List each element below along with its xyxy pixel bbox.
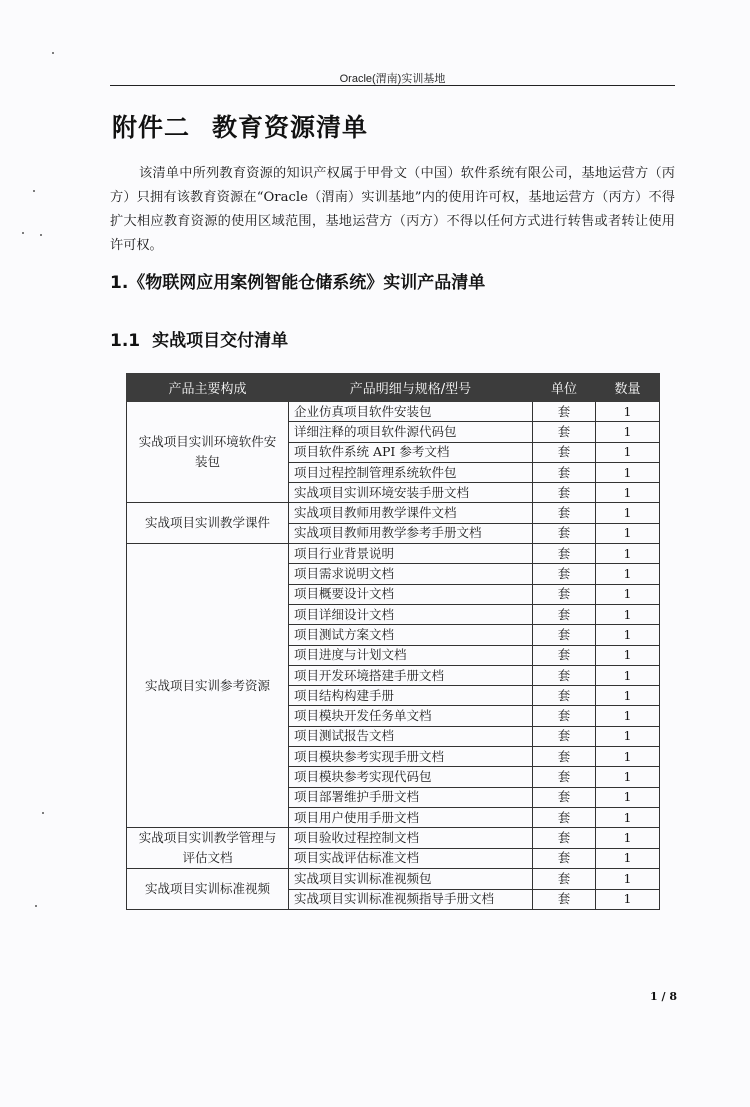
section-1-heading: 1.《物联网应用案例智能仓储系统》实训产品清单	[110, 273, 486, 293]
group-name-cell: 实战项目实训环境软件安装包	[127, 402, 289, 503]
unit-cell: 套	[533, 726, 596, 746]
section-1-1-number: 1.1	[110, 331, 141, 351]
detail-cell: 项目测试报告文档	[289, 726, 533, 746]
scan-speck	[42, 812, 44, 814]
quantity-cell: 1	[596, 848, 660, 869]
unit-cell: 套	[533, 402, 596, 422]
quantity-cell: 1	[596, 544, 660, 564]
running-header: Oracle(渭南)实训基地	[339, 73, 446, 85]
quantity-cell: 1	[596, 503, 660, 523]
detail-cell: 详细注释的项目软件源代码包	[289, 422, 533, 442]
quantity-cell: 1	[596, 584, 660, 604]
title-part1: 附件二	[112, 113, 191, 142]
group-name-cell: 实战项目实训参考资源	[127, 544, 289, 828]
table-header-row	[127, 374, 660, 402]
detail-cell: 项目软件系统 API 参考文档	[289, 442, 533, 462]
unit-cell: 套	[533, 564, 596, 584]
unit-cell: 套	[533, 523, 596, 543]
unit-cell: 套	[533, 787, 596, 807]
detail-cell: 企业仿真项目软件安装包	[289, 402, 533, 422]
title-part2: 教育资源清单	[212, 113, 369, 142]
detail-cell: 项目部署维护手册文档	[289, 787, 533, 807]
resource-table	[126, 373, 660, 910]
detail-cell: 实战项目教师用教学参考手册文档	[289, 523, 533, 543]
unit-cell: 套	[533, 869, 596, 889]
detail-cell: 项目测试方案文档	[289, 625, 533, 645]
scan-speck	[35, 905, 37, 907]
unit-cell: 套	[533, 828, 596, 849]
detail-cell: 项目进度与计划文档	[289, 645, 533, 665]
unit-cell: 套	[533, 422, 596, 442]
detail-cell: 实战项目实训环境安装手册文档	[289, 483, 533, 503]
unit-cell: 套	[533, 807, 596, 827]
table-row	[127, 402, 660, 422]
detail-cell: 项目模块参考实现代码包	[289, 767, 533, 787]
detail-cell: 项目用户使用手册文档	[289, 807, 533, 827]
quantity-cell: 1	[596, 686, 660, 706]
unit-cell: 套	[533, 848, 596, 869]
section-1-1-title: 实战项目交付清单	[152, 331, 289, 351]
unit-cell: 套	[533, 604, 596, 624]
detail-cell: 项目模块开发任务单文档	[289, 706, 533, 726]
section-1-1-heading	[110, 326, 288, 351]
table-row	[127, 544, 660, 564]
quantity-cell: 1	[596, 889, 660, 909]
header-unit: 单位	[533, 374, 596, 402]
quantity-cell: 1	[596, 625, 660, 645]
quantity-cell: 1	[596, 869, 660, 889]
quantity-cell: 1	[596, 767, 660, 787]
unit-cell: 套	[533, 889, 596, 909]
quantity-cell: 1	[596, 706, 660, 726]
unit-cell: 套	[533, 503, 596, 523]
page-title	[112, 108, 368, 144]
unit-cell: 套	[533, 686, 596, 706]
header-rule	[110, 85, 675, 86]
quantity-cell: 1	[596, 747, 660, 767]
detail-cell: 项目详细设计文档	[289, 604, 533, 624]
page-number: 1 / 8	[650, 990, 677, 1003]
detail-cell: 项目过程控制管理系统软件包	[289, 462, 533, 482]
scan-speck	[52, 52, 54, 54]
quantity-cell: 1	[596, 807, 660, 827]
quantity-cell: 1	[596, 665, 660, 685]
quantity-cell: 1	[596, 402, 660, 422]
unit-cell: 套	[533, 544, 596, 564]
scan-speck	[22, 232, 24, 234]
detail-cell: 项目概要设计文档	[289, 584, 533, 604]
unit-cell: 套	[533, 645, 596, 665]
header-quantity: 数量	[596, 374, 660, 402]
header-component: 产品主要构成	[127, 374, 289, 402]
quantity-cell: 1	[596, 828, 660, 849]
table-body	[127, 402, 660, 910]
quantity-cell: 1	[596, 442, 660, 462]
quantity-cell: 1	[596, 483, 660, 503]
detail-cell: 项目模块参考实现手册文档	[289, 747, 533, 767]
scan-speck	[40, 234, 42, 236]
quantity-cell: 1	[596, 422, 660, 442]
quantity-cell: 1	[596, 645, 660, 665]
table-row	[127, 828, 660, 849]
detail-cell: 项目实战评估标准文档	[289, 848, 533, 869]
detail-cell: 项目行业背景说明	[289, 544, 533, 564]
group-name-cell: 实战项目实训标准视频	[127, 869, 289, 910]
unit-cell: 套	[533, 747, 596, 767]
quantity-cell: 1	[596, 726, 660, 746]
quantity-cell: 1	[596, 787, 660, 807]
scan-speck	[33, 190, 35, 192]
detail-cell: 项目结构构建手册	[289, 686, 533, 706]
quantity-cell: 1	[596, 462, 660, 482]
table-row	[127, 503, 660, 523]
quantity-cell: 1	[596, 604, 660, 624]
header-detail: 产品明细与规格/型号	[289, 374, 533, 402]
detail-cell: 实战项目实训标准视频包	[289, 869, 533, 889]
unit-cell: 套	[533, 706, 596, 726]
detail-cell: 实战项目实训标准视频指导手册文档	[289, 889, 533, 909]
unit-cell: 套	[533, 767, 596, 787]
detail-cell: 实战项目教师用教学课件文档	[289, 503, 533, 523]
table-row	[127, 869, 660, 889]
quantity-cell: 1	[596, 523, 660, 543]
detail-cell: 项目验收过程控制文档	[289, 828, 533, 849]
unit-cell: 套	[533, 584, 596, 604]
unit-cell: 套	[533, 483, 596, 503]
detail-cell: 项目开发环境搭建手册文档	[289, 665, 533, 685]
unit-cell: 套	[533, 665, 596, 685]
unit-cell: 套	[533, 442, 596, 462]
unit-cell: 套	[533, 462, 596, 482]
group-name-cell: 实战项目实训教学课件	[127, 503, 289, 544]
quantity-cell: 1	[596, 564, 660, 584]
intro-paragraph: 该清单中所列教育资源的知识产权属于甲骨文（中国）软件系统有限公司，基地运营方（丙方）只拥有该教育资源在“Oracle（渭南）实训基地”内的使用许可权，基地运营方（丙方）不得扩大相应教育资源的使用区域范围，基地运营方（丙方）不得以任何方式进行转售或者转让使用许可权。	[110, 166, 675, 253]
detail-cell: 项目需求说明文档	[289, 564, 533, 584]
group-name-cell: 实战项目实训教学管理与评估文档	[127, 828, 289, 869]
unit-cell: 套	[533, 625, 596, 645]
